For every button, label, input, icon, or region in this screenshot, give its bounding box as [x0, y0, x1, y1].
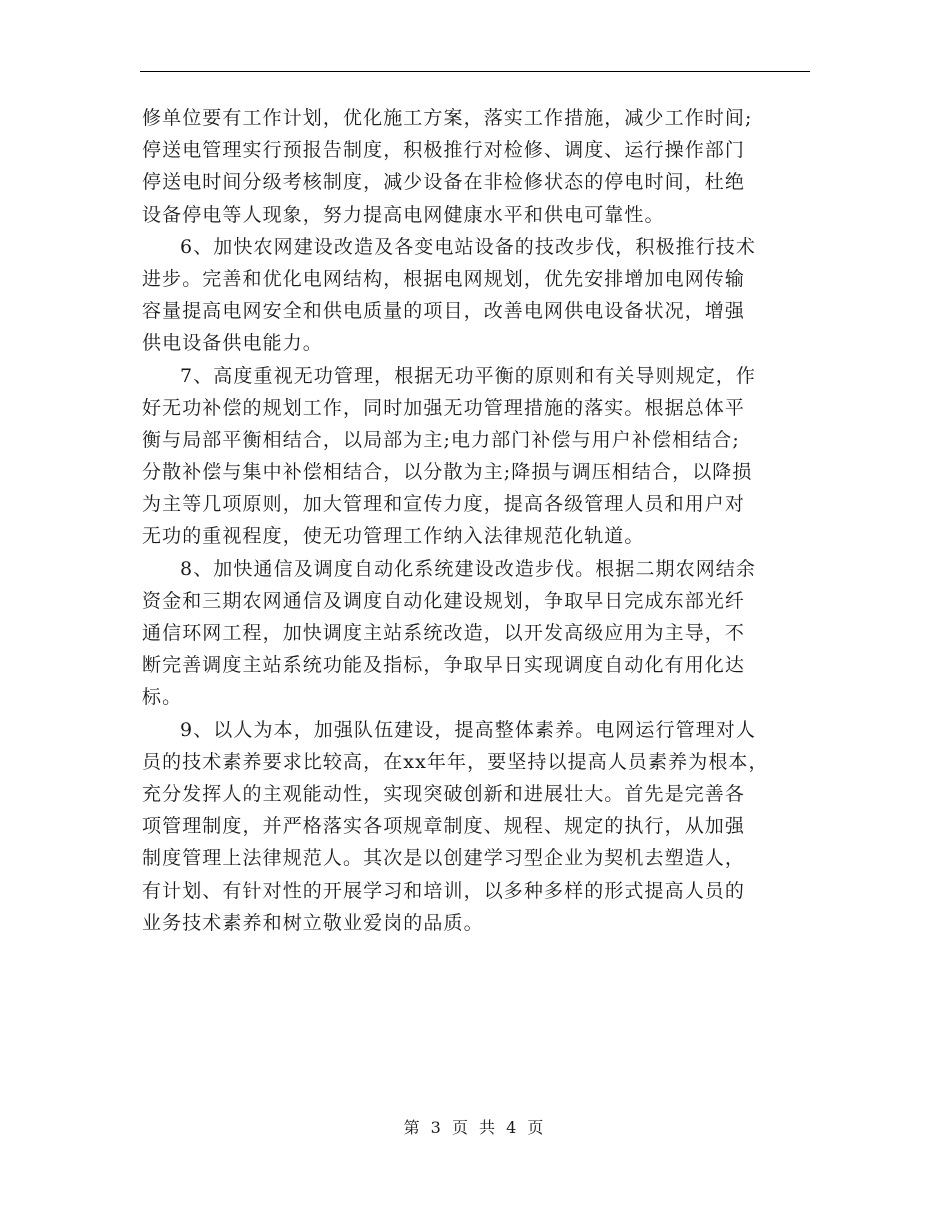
text-line: 断完善调度主站系统功能及指标，争取早日实现调度自动化有用化达: [142, 654, 746, 677]
header-rule: [140, 71, 810, 72]
paragraph: [142, 102, 810, 231]
text-line: 分散补偿与集中补偿相结合，以分散为主;降损与调压相结合，以降损: [142, 461, 753, 484]
text-line: 员的技术素养要求比较高，在xx年年，要坚持以提高人员素养为根本，: [142, 750, 769, 773]
text-line: 供电设备供电能力。: [142, 332, 323, 355]
paragraph: [142, 714, 810, 939]
text-line: 衡与局部平衡相结合，以局部为主;电力部门补偿与用户补偿相结合;: [142, 428, 740, 451]
text-line: 有计划、有针对性的开展学习和培训，以多种多样的形式提高人员的: [142, 879, 746, 902]
paragraph: [142, 231, 810, 360]
text-line: 资金和三期农网通信及调度自动化建设规划，争取早日完成东部光纤: [142, 589, 746, 612]
paragraph: [142, 360, 810, 553]
text-line: 制度管理上法律规范人。其次是以创建学习型企业为契机去塑造人，: [142, 847, 746, 870]
text-line: 8、加快通信及调度自动化系统建设改造步伐。根据二期农网结余: [180, 557, 756, 580]
page-number-footer: 第 3 页 共 4 页: [403, 1118, 547, 1137]
text-line: 9、以人为本，加强队伍建设，提高整体素养。电网运行管理对人: [180, 718, 756, 741]
document-body: [142, 102, 810, 939]
text-line: 设备停电等人现象，努力提高电网健康水平和供电可靠性。: [142, 203, 665, 226]
text-line: 好无功补偿的规划工作，同时加强无功管理措施的落实。根据总体平: [142, 396, 746, 419]
text-line: 6、加快农网建设改造及各变电站设备的技改步伐，积极推行技术: [180, 235, 756, 258]
text-line: 充分发挥人的主观能动性，实现突破创新和进展壮大。首先是完善各: [142, 782, 746, 805]
text-line: 进步。完善和优化电网结构，根据电网规划，优先安排增加电网传输: [142, 267, 746, 290]
paragraph: [142, 553, 810, 714]
text-line: 7、高度重视无功管理，根据无功平衡的原则和有关导则规定，作: [180, 364, 756, 387]
text-line: 为主等几项原则，加大管理和宣传力度，提高各级管理人员和用户对: [142, 493, 746, 516]
text-line: 项管理制度，并严格落实各项规章制度、规程、规定的执行，从加强: [142, 815, 746, 838]
text-line: 修单位要有工作计划，优化施工方案，落实工作措施，减少工作时间;: [142, 107, 753, 129]
text-line: 业务技术素养和树立敬业爱岗的品质。: [142, 911, 484, 934]
text-line: 无功的重视程度，使无功管理工作纳入法律规范化轨道。: [142, 525, 645, 548]
text-line: 停送电时间分级考核制度，减少设备在非检修状态的停电时间，杜绝: [142, 171, 746, 194]
text-line: 容量提高电网安全和供电质量的项目，改善电网供电设备状况，增强: [142, 300, 746, 323]
text-line: 标。: [142, 686, 183, 709]
text-line: 通信环网工程，加快调度主站系统改造，以开发高级应用为主导，不: [142, 622, 746, 644]
text-line: 停送电管理实行预报告制度，积极推行对检修、调度、运行操作部门: [142, 139, 746, 162]
